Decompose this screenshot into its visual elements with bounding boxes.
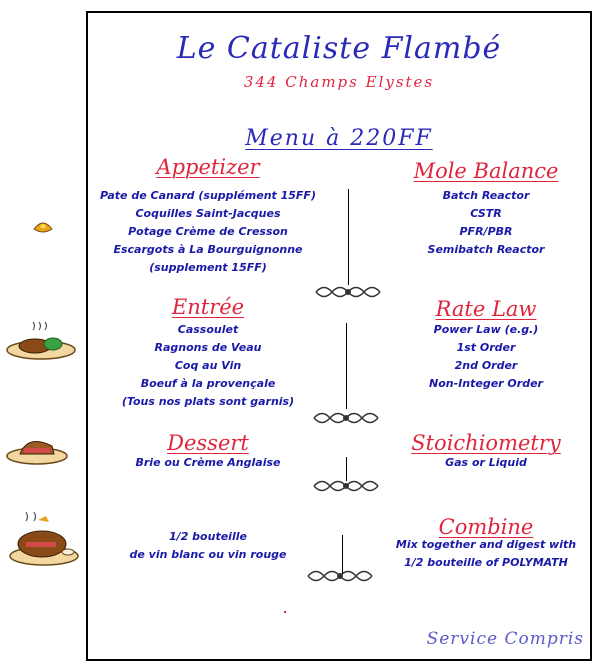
list-item: (Tous nos plats sont garnis) (121, 395, 295, 408)
dessert-items (88, 454, 328, 472)
list-item: de vin blanc ou vin rouge (129, 548, 287, 561)
list-item: Power Law (e.g.) (433, 323, 539, 336)
decorative-dot (284, 611, 286, 613)
divider-line (348, 189, 349, 285)
entree-heading: Entrée (171, 295, 245, 319)
list-item: Non-Integer Order (429, 377, 543, 390)
roast-turkey-icon (8, 508, 80, 568)
service-note: Service Compris (426, 629, 584, 649)
list-item: Pate de Canard (supplément 15FF) (100, 189, 316, 202)
flame-icon (30, 215, 56, 237)
ornament-icon (306, 565, 374, 587)
divider-line (346, 323, 347, 409)
list-item: Mix together and digest with (395, 538, 577, 551)
appetizer-heading: Appetizer (156, 155, 260, 179)
list-item: Coq au Vin (174, 359, 242, 372)
list-item: 1/2 bouteille of POLYMATH (404, 556, 568, 569)
ornament-icon (312, 407, 380, 429)
wine-items (88, 528, 328, 564)
list-item: (supplement 15FF) (149, 261, 267, 274)
list-item: Boeuf à la provençale (140, 377, 276, 390)
rate-law-items (378, 321, 594, 393)
mole-balance-heading: Mole Balance (413, 159, 559, 183)
stoichiometry-items (378, 454, 594, 472)
list-item: 2nd Order (454, 359, 518, 372)
list-item: Semibatch Reactor (427, 243, 545, 256)
list-item: CSTR (470, 207, 502, 220)
list-item: Gas or Liquid (445, 456, 527, 469)
restaurant-address: 344 Champs Elystes (243, 73, 435, 91)
mole-balance-items (378, 187, 594, 259)
ornament-icon (312, 475, 380, 497)
combine-items (378, 536, 594, 572)
list-item: Coquilles Saint-Jacques (135, 207, 281, 220)
combine-heading: Combine (438, 515, 534, 539)
dessert-heading: Dessert (167, 431, 249, 455)
list-item: Ragnons de Veau (154, 341, 262, 354)
list-item: Batch Reactor (442, 189, 530, 202)
list-item: PFR/PBR (459, 225, 513, 238)
restaurant-name: Le Cataliste Flambé (176, 31, 502, 66)
appetizer-items (88, 187, 328, 277)
menu-card (86, 11, 592, 661)
list-item: Escargots à La Bourguignonne (113, 243, 303, 256)
list-item: 1st Order (456, 341, 516, 354)
list-item: Cassoulet (177, 323, 239, 336)
list-item: Brie ou Crème Anglaise (135, 456, 281, 469)
roast-plate-icon (6, 430, 68, 466)
stoichiometry-heading: Stoichiometry (411, 431, 561, 455)
rate-law-heading: Rate Law (435, 297, 537, 321)
list-item: 1/2 bouteille (169, 530, 247, 543)
menu-price: Menu à 220FF (245, 126, 433, 151)
steaming-plate-icon (5, 320, 77, 362)
list-item: Potage Crème de Cresson (128, 225, 288, 238)
entree-items (88, 321, 328, 411)
